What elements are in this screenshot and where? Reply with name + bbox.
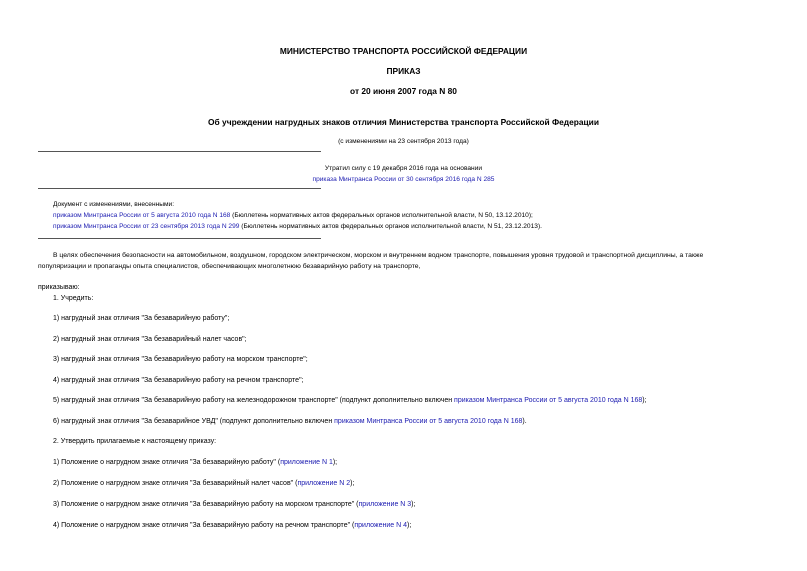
change-source: (Бюллетень нормативных актов федеральных органов исполнительной власти, N 51, 23.12.2013). <box>239 223 542 230</box>
amendment-link[interactable]: приказом Минтранса России от 5 августа 2010 года N 168 <box>454 397 643 404</box>
list-item <box>53 396 647 405</box>
order-type-heading: ПРИКАЗ <box>386 66 421 76</box>
separator-line <box>38 188 321 189</box>
status-line: Утратил силу с 19 декабря 2016 года на основании <box>324 165 483 172</box>
status-link[interactable]: приказа Минтранса России от 30 сентября 2016 года N 285 <box>312 176 495 183</box>
preamble-line: популяризации и пропаганды опыта специалистов, обеспечивающих многолетнюю безаварийную работу на транспорте, <box>38 263 421 270</box>
paragraph-2: 2. Утвердить прилагаемые к настоящему приказу: <box>53 438 217 445</box>
list-item-text: 1) Положение о нагрудном знаке отличия "За безаварийную работу" ( <box>53 459 281 466</box>
list-item-end: ). <box>522 418 527 425</box>
list-item <box>53 521 411 530</box>
revision-note: (с изменениями на 23 сентября 2013 года) <box>338 138 469 145</box>
list-item: 4) нагрудный знак отличия "За безаварийную работу на речном транспорте"; <box>53 377 304 384</box>
amendment-link[interactable]: приказом Минтранса России от 5 августа 2010 года N 168 <box>334 418 523 425</box>
list-item <box>53 417 527 426</box>
separator-line <box>38 151 321 152</box>
list-item-text: 2) Положение о нагрудном знаке отличия "За безаварийный налет часов" ( <box>53 480 298 487</box>
list-item-end: ); <box>407 522 412 529</box>
document-title: Об учреждении нагрудных знаков отличия Министерства транспорта Российской Федерации <box>208 117 599 127</box>
appendix-link[interactable]: приложение N 2 <box>297 480 351 487</box>
appendix-link[interactable]: приложение N 3 <box>358 501 412 508</box>
list-item-text: 4) Положение о нагрудном знаке отличия "За безаварийную работу на речном транспорте" ( <box>53 522 355 529</box>
change-link[interactable]: приказом Минтранса России от 5 августа 2010 года N 168 <box>53 212 231 219</box>
appendix-link[interactable]: приложение N 1 <box>280 459 333 466</box>
list-item-end: ); <box>350 480 355 487</box>
change-source: (Бюллетень нормативных актов федеральных органов исполнительной власти, N 50, 13.12.2010); <box>230 212 533 219</box>
change-item <box>53 222 542 231</box>
paragraph-1: 1. Учредить: <box>53 295 94 302</box>
list-item-end: ); <box>642 397 647 404</box>
order-date-heading: от 20 июня 2007 года N 80 <box>350 86 457 96</box>
change-item <box>53 211 533 220</box>
change-link[interactable]: приказом Минтранса России от 23 сентября 2013 года N 299 <box>53 223 240 230</box>
appendix-link[interactable]: приложение N 4 <box>354 522 407 529</box>
list-item: 1) нагрудный знак отличия "За безаварийную работу"; <box>53 315 230 322</box>
changes-intro: Документ с изменениями, внесенными: <box>53 201 175 208</box>
list-item-text: 3) Положение о нагрудном знаке отличия "За безаварийную работу на морском транспорте" ( <box>53 501 359 508</box>
list-item <box>53 500 415 509</box>
list-item-end: ); <box>411 501 416 508</box>
ministry-heading: МИНИСТЕРСТВО ТРАНСПОРТА РОССИЙСКОЙ ФЕДЕРАЦИИ <box>279 46 528 56</box>
list-item <box>53 479 354 488</box>
decree-word: приказываю: <box>38 284 80 291</box>
preamble-line: В целях обеспечения безопасности на автомобильном, воздушном, городском электрическом, морском и внутреннем водном транспорте, повышения уровня трудовой и транспортной дисциплины, а также <box>53 252 704 259</box>
separator-line <box>38 238 321 239</box>
list-item-text: 6) нагрудный знак отличия "За безаварийное УВД" (подпункт дополнительно включен <box>53 418 335 425</box>
list-item: 2) нагрудный знак отличия "За безаварийный налет часов"; <box>53 336 247 343</box>
list-item <box>53 458 337 467</box>
list-item-end: ); <box>332 459 338 466</box>
list-item-text: 5) нагрудный знак отличия "За безаварийную работу на железнодорожном транспорте" (подпункт дополнительно включен <box>53 397 455 404</box>
list-item: 3) нагрудный знак отличия "За безаварийную работу на морском транспорте"; <box>53 356 308 363</box>
